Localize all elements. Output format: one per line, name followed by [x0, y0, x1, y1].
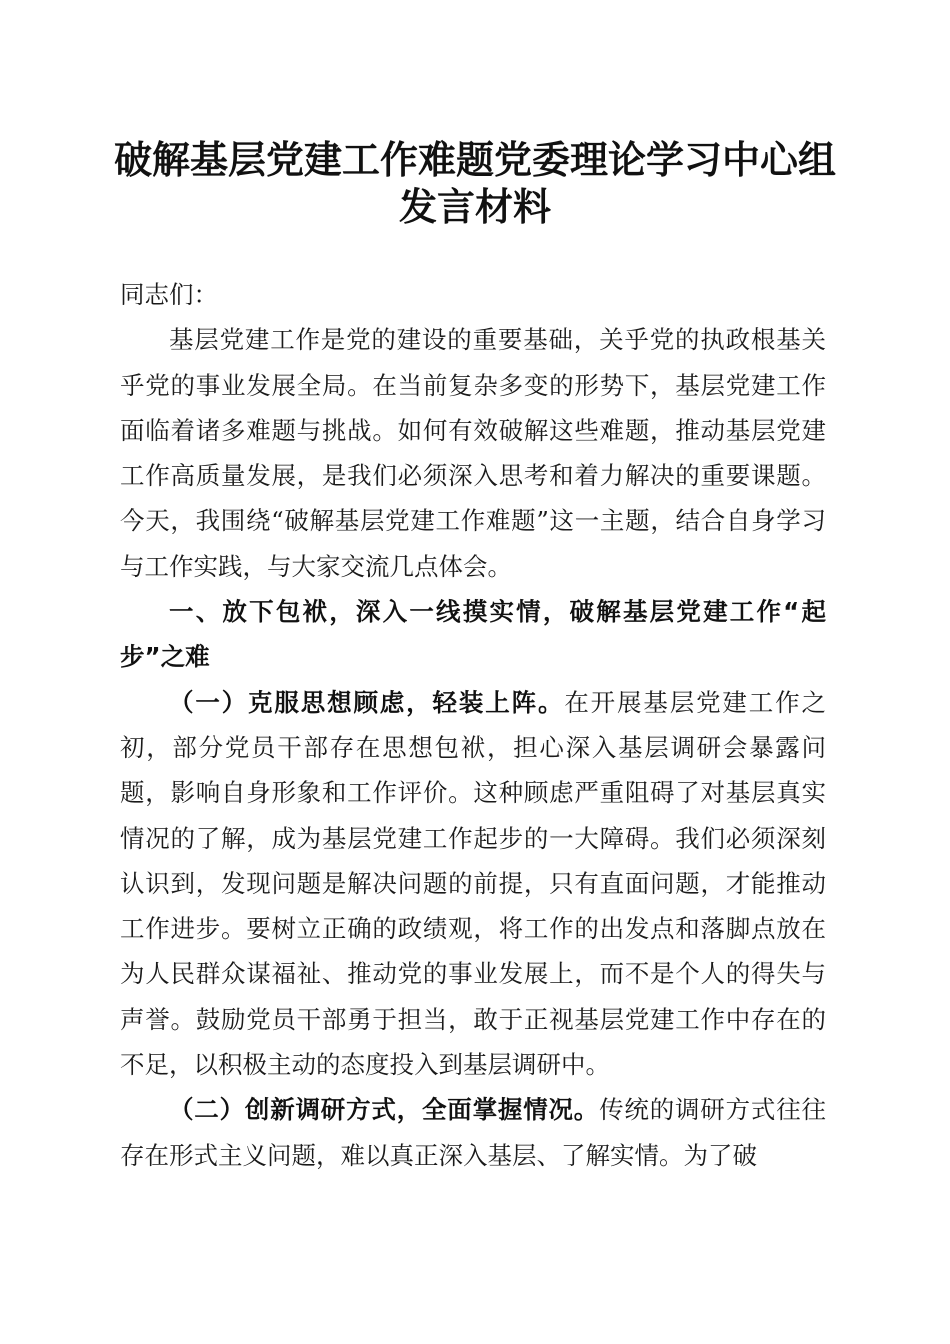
- subsection-two-heading: （二）创新调研方式，全面掌握情况。: [169, 1095, 600, 1125]
- subsection-one-paragraph: [120, 680, 826, 1088]
- document-body: [120, 272, 826, 1178]
- salutation: 同志们：: [120, 280, 218, 309]
- subsection-one-heading: （一）克服思想顾虑，轻装上阵。: [169, 687, 565, 717]
- section-one-heading: 一、放下包袱，深入一线摸实情，破解基层党建工作“起步”之难: [120, 597, 826, 672]
- intro-paragraph: 基层党建工作是党的建设的重要基础，关乎党的执政根基关乎党的事业发展全局。在当前复杂多变的形势下，基层党建工作面临着诸多难题与挑战。如何有效破解这些难题，推动基层党建工作高质量发展，是我们必须深入思考和着力解决的重要课题。今天，我围绕“破解基层党建工作难题”这一主题，结合自身学习与工作实践，与大家交流几点体会。: [120, 325, 826, 581]
- subsection-one-text: 在开展基层党建工作之初，部分党员干部存在思想包袱，担心深入基层调研会暴露问题，影响自身形象和工作评价。这种顾虑严重阻碍了对基层真实情况的了解，成为基层党建工作起步的一大障碍。我们必须深刻认识到，发现问题是解决问题的前提，只有直面问题，才能推动工作进步。要树立正确的政绩观，将工作的出发点和落脚点放在为人民群众谋福祉、推动党的事业发展上，而不是个人的得失与声誉。鼓励党员干部勇于担当，敢于正视基层党建工作中存在的不足，以积极主动的态度投入到基层调研中。: [120, 687, 826, 1080]
- subsection-two-text: 传统的调研方式往往存在形式主义问题，难以真正深入基层、了解实情。为了破: [120, 1095, 827, 1170]
- subsection-two-paragraph: [120, 1087, 826, 1178]
- document-title: 破解基层党建工作难题党委理论学习中心组发言材料: [113, 137, 836, 229]
